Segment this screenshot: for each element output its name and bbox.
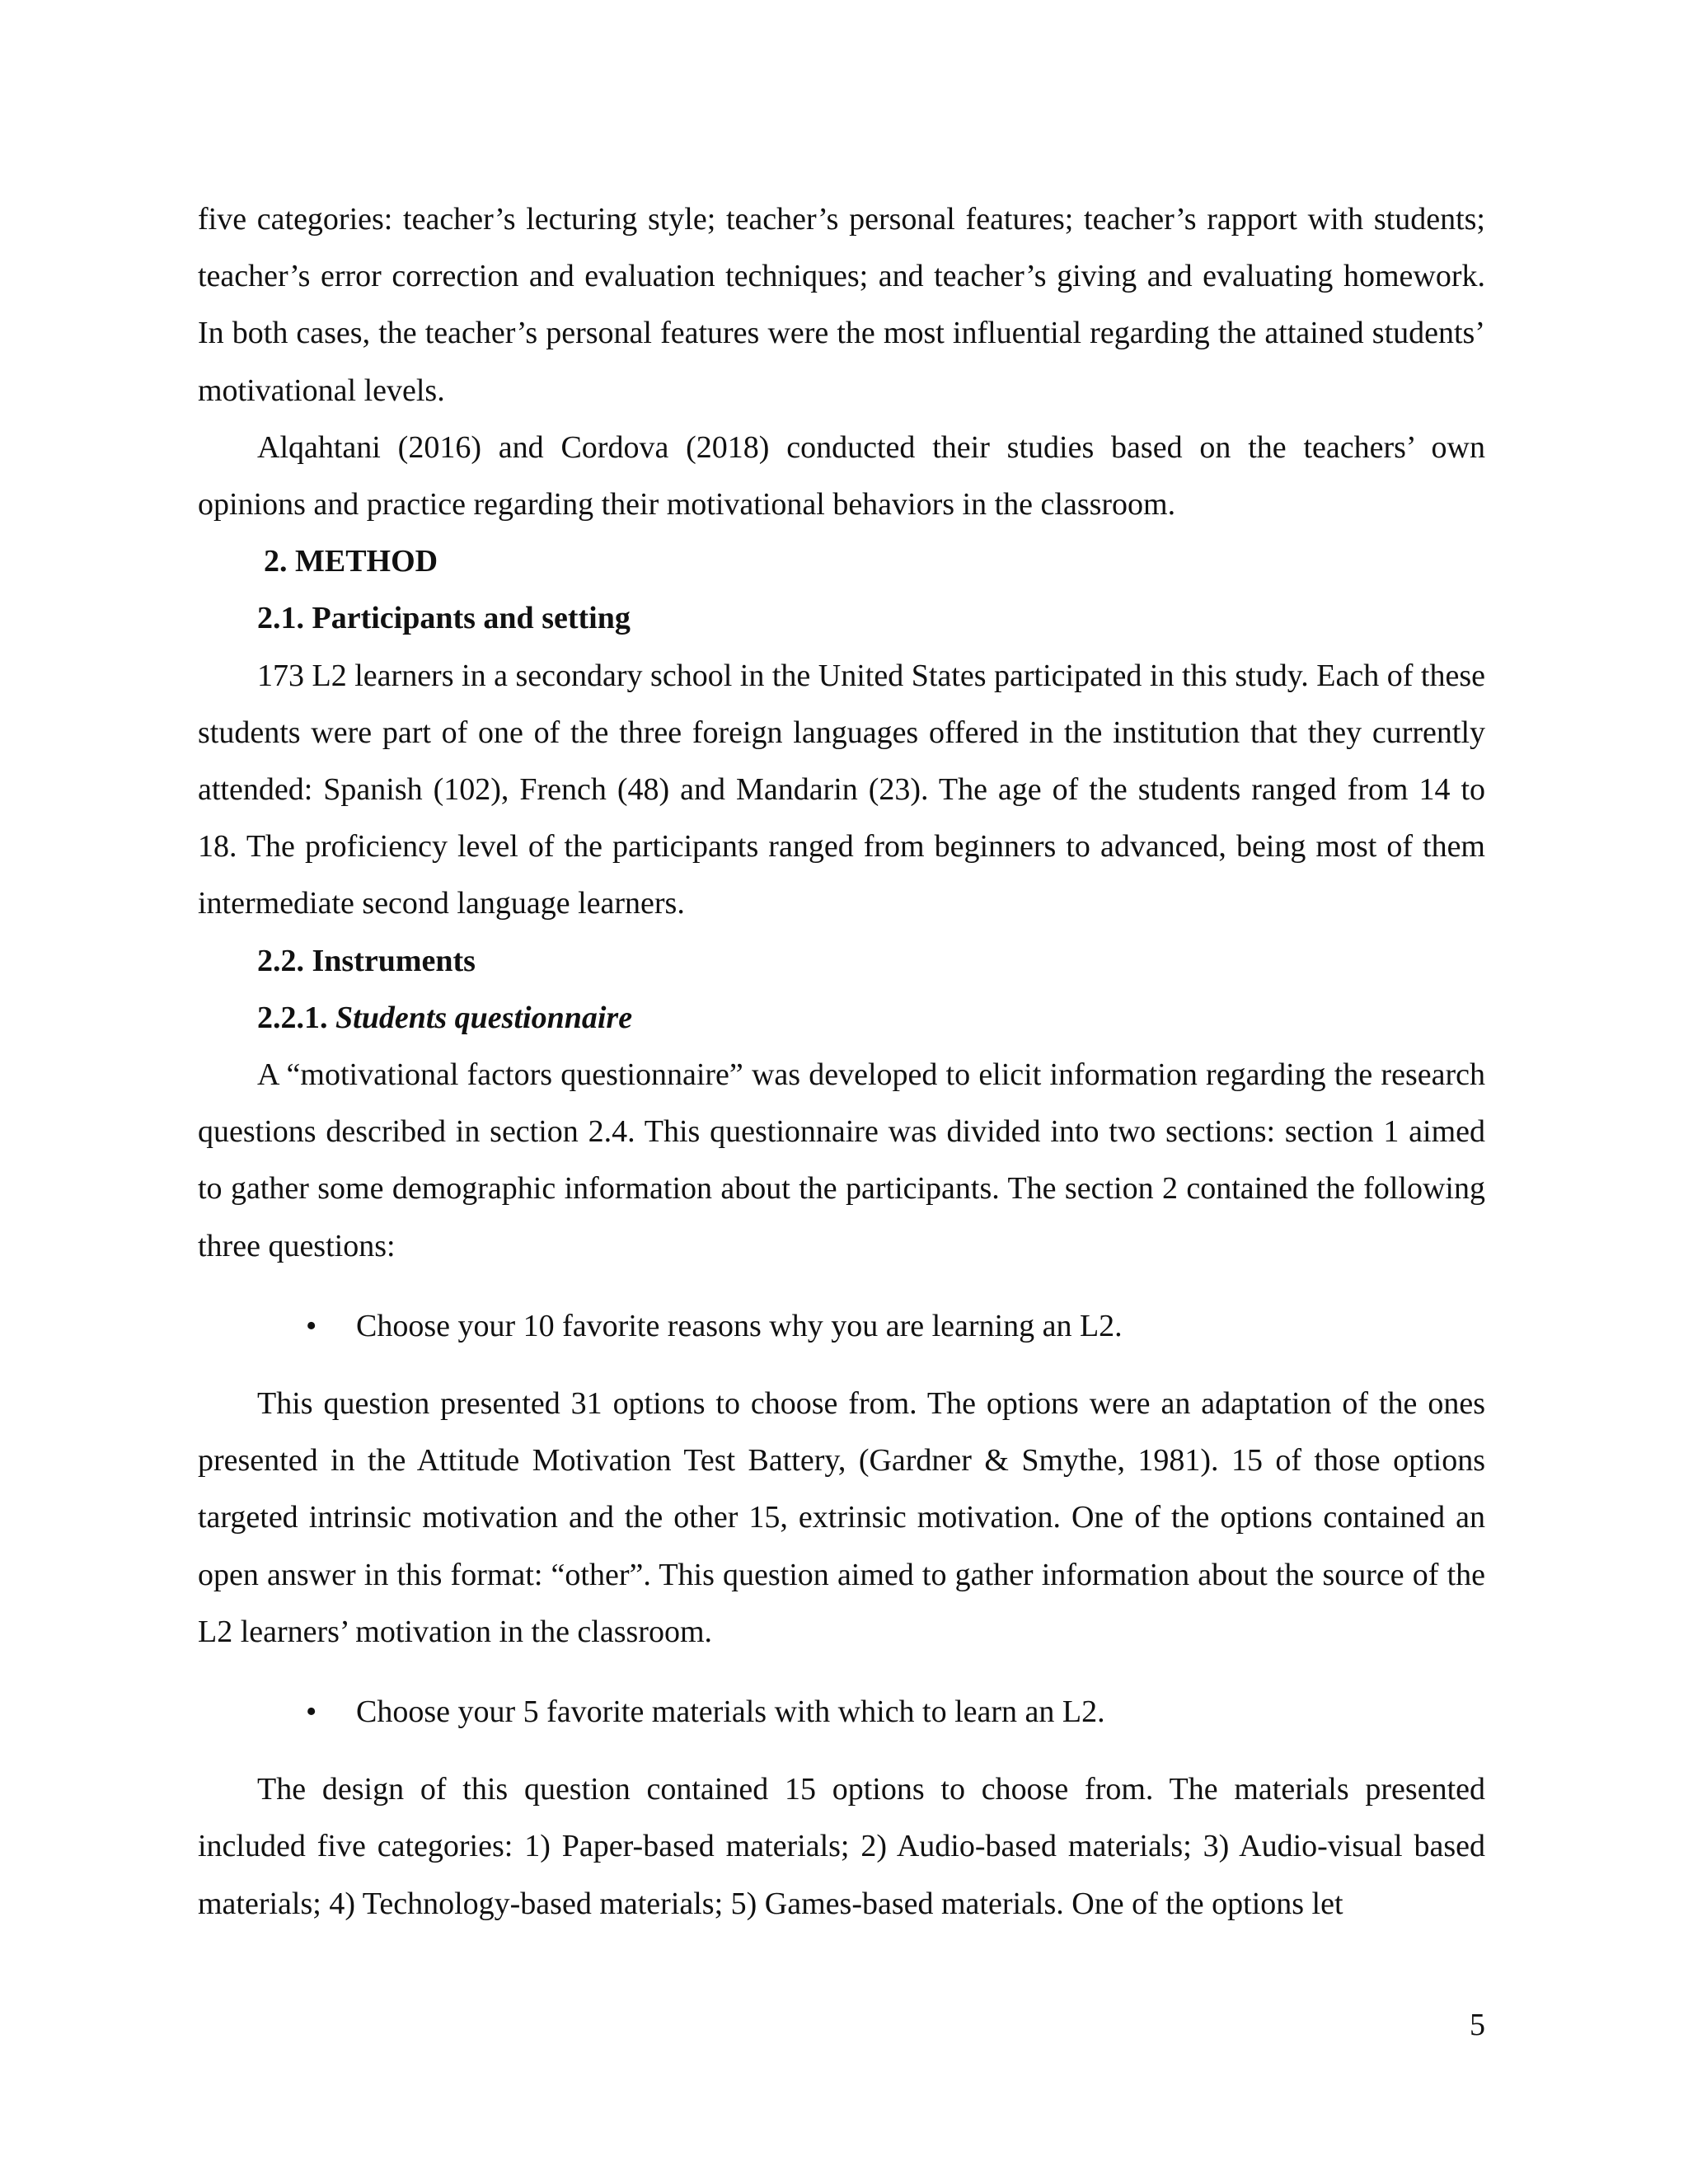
- bullet-icon: •: [306, 1308, 317, 1343]
- page-body: [198, 191, 1485, 1933]
- bullet-item-materials: [198, 1684, 1485, 1741]
- page-number: 5: [1470, 2008, 1485, 2042]
- paragraph-alqahtani-cordova: Alqahtani (2016) and Cordova (2018) conducted their studies based on the teachers’ own opinions and practice regarding their motivational behaviors in the classroom.: [198, 429, 1485, 523]
- bullet-item-reasons: [198, 1298, 1485, 1355]
- heading-instruments: 2.2. Instruments: [257, 943, 476, 978]
- paragraph-questionnaire-description: A “motivational factors questionnaire” was developed to elicit information regarding the research questions described in section 2.4. This questionnaire was divided into two sections: section 1 aimed to gather some demographic information about the participants. The section 2 contained the following three questions:: [198, 1057, 1485, 1263]
- paragraph-materials-question: The design of this question contained 15 options to choose from. The materials presented included five categories: 1) Paper-based materials; 2) Audio-based materials; 3) Audio-visual based materials; 4) Technology-based materials; 5) Games-based materials. One of the options let: [198, 1772, 1485, 1921]
- heading-questionnaire-number: 2.2.1.: [257, 1000, 328, 1035]
- heading-questionnaire-title: Students questionnaire: [335, 1000, 633, 1035]
- paragraph-categories: five categories: teacher’s lecturing style; teacher’s personal features; teacher’s rapport with students; teacher’s error correction and evaluation techniques; and teacher’s giving and evaluating homework. In both cases, the teacher’s personal features were the most influential regarding the attained students’ motivational levels.: [198, 202, 1485, 408]
- bullet-icon: •: [306, 1694, 317, 1730]
- heading-participants-setting: 2.1. Participants and setting: [257, 601, 631, 636]
- bullet-text-reasons: Choose your 10 favorite reasons why you are learning an L2.: [356, 1308, 1123, 1343]
- heading-method: 2. METHOD: [264, 544, 438, 579]
- paragraph-reasons-question: This question presented 31 options to choose from. The options were an adaptation of the ones presented in the Attitude Motivation Test Battery, (Gardner & Smythe, 1981). 15 of those options targeted intrinsic motivation and the other 15, extrinsic motivation. One of the options contained an open answer in this format: “other”. This question aimed to gather information about the source of the L2 learners’ motivation in the classroom.: [198, 1386, 1485, 1649]
- heading-students-questionnaire: [198, 990, 1485, 1047]
- bullet-text-materials: Choose your 5 favorite materials with which to learn an L2.: [356, 1694, 1105, 1730]
- paragraph-participants: 173 L2 learners in a secondary school in the United States participated in this study. Each of these students were part of one of the three foreign languages offered in the institution that they currently attended: Spanish (102), French (48) and Mandarin (23). The age of the students ranged from 14 to 18. The proficiency level of the participants ranged from beginners to advanced, being most of them intermediate second language learners.: [198, 658, 1485, 921]
